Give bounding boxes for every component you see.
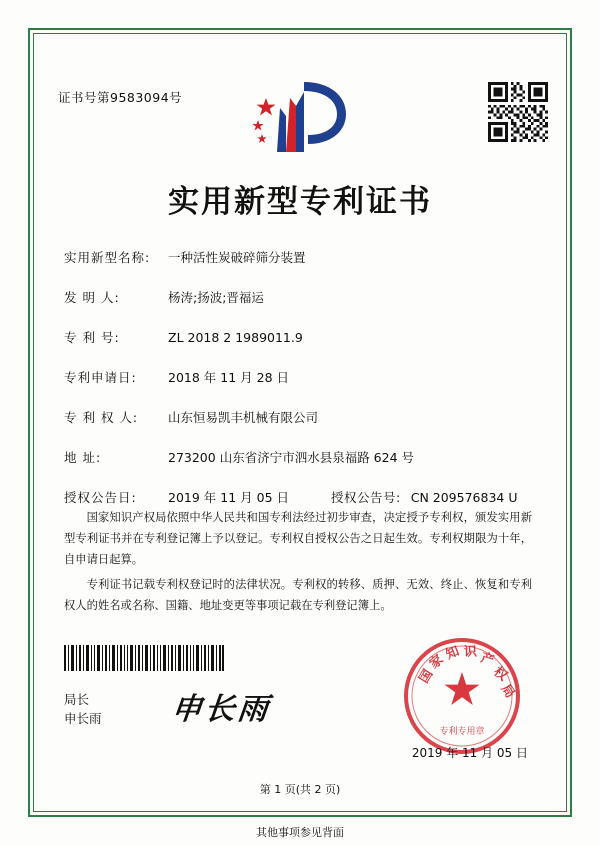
field-value: 273200 山东省济宁市泗水县泉福路 624 号 xyxy=(168,450,414,465)
svg-text:识: 识 xyxy=(463,644,478,660)
signature-title-line1: 局长 xyxy=(64,692,90,707)
field-row xyxy=(64,448,534,466)
grant-number-label: 授权公告号: xyxy=(331,490,401,505)
legal-paragraph: 国家知识产权局依照中华人民共和国专利法经过初步审查，决定授予专利权，颁发实用新型专利证书并在专利登记簿上予以登记。专利权自授权公告之日起生效。专利权期限为十年，自申请日起算。 xyxy=(64,511,532,566)
grant-date-label: 授权公告日: xyxy=(64,490,137,505)
field-row xyxy=(64,288,534,306)
cnipa-logo-icon xyxy=(246,78,354,156)
field-label: 专 利 权 人: xyxy=(64,410,139,425)
grant-number-value: CN 209576834 U xyxy=(410,490,518,505)
field-row xyxy=(64,328,534,346)
grant-date-value: 2019 年 11 月 05 日 xyxy=(168,490,289,505)
field-label: 地 址: xyxy=(64,450,102,465)
qr-code-icon xyxy=(488,82,548,142)
svg-text:权: 权 xyxy=(490,664,511,685)
page-title: 实用新型专利证书 xyxy=(168,184,432,220)
fields-list xyxy=(64,248,534,520)
svg-text:局: 局 xyxy=(497,681,518,702)
signature-title xyxy=(64,690,102,729)
field-value: 山东恒易凯丰机械有限公司 xyxy=(168,410,319,425)
signature-title-line2: 申长雨 xyxy=(64,711,102,727)
field-value: 一种活性炭破碎筛分装置 xyxy=(168,250,306,265)
field-value: ZL 2018 2 1989011.9 xyxy=(168,330,303,345)
seal-date: 2019 年 11 月 05 日 xyxy=(411,746,528,760)
legal-paragraph: 专利证书记载专利权登记时的法律状况。专利权的转移、质押、无效、终止、恢复和专利权人的姓名或名称、国籍、地址变更等事项记载在专利登记簿上。 xyxy=(64,577,532,612)
legal-text xyxy=(64,508,532,620)
page-number: 第 1 页(共 2 页) xyxy=(259,783,341,796)
field-label: 发 明 人: xyxy=(64,290,120,305)
svg-text:产: 产 xyxy=(478,650,496,669)
field-row xyxy=(64,408,534,426)
svg-text:专利专用章: 专利专用章 xyxy=(439,727,485,737)
grant-announcement-row xyxy=(64,488,534,506)
svg-text:知: 知 xyxy=(443,643,462,663)
footer-note: 其他事项参见背面 xyxy=(256,826,344,839)
barcode-icon xyxy=(64,645,224,671)
field-label: 实用新型名称: xyxy=(64,250,151,265)
field-label: 专 利 号: xyxy=(64,330,120,345)
svg-text:家: 家 xyxy=(426,652,447,673)
field-row xyxy=(64,248,534,266)
handwritten-signature: 申长雨 xyxy=(169,692,273,727)
certificate-number: 证书号第9583094号 xyxy=(58,90,183,105)
field-value: 2018 年 11 月 28 日 xyxy=(168,370,289,385)
field-row xyxy=(64,368,534,386)
svg-text:国: 国 xyxy=(416,667,437,687)
field-label: 专利申请日: xyxy=(64,370,137,385)
field-value: 杨涛;扬波;晋福运 xyxy=(168,290,264,305)
official-seal xyxy=(402,636,522,756)
